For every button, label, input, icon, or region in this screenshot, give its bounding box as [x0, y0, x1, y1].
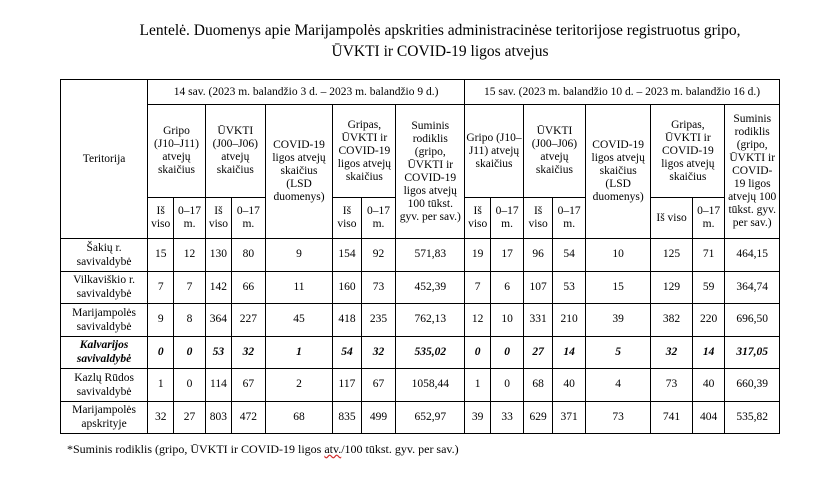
footnote-text-end: /100 tūkst. gyv. per sav.) — [341, 442, 459, 456]
table-row — [61, 336, 780, 369]
table-cell: 14 — [553, 336, 586, 369]
table-cell: 73 — [361, 271, 396, 304]
table-cell: 382 — [651, 304, 692, 337]
table-cell: 96 — [523, 239, 552, 272]
table-cell: 210 — [553, 304, 586, 337]
table-cell: 0 — [148, 336, 174, 369]
title-line-2: ŪVKTI ir COVID-19 ligos atvejus — [331, 43, 549, 60]
table-cell: 629 — [523, 401, 552, 434]
table-cell: 92 — [361, 239, 396, 272]
table-cell: 652,97 — [396, 401, 465, 434]
table-cell: 27 — [174, 401, 206, 434]
table-cell: 464,15 — [725, 239, 780, 272]
subheader-uvkti-w15-total: Iš viso — [523, 198, 552, 239]
table-cell: 160 — [333, 271, 361, 304]
title-line-1: Lentelė. Duomenys apie Marijampolės apskrities administracinėse teritorijose registruotus gripo, — [139, 22, 741, 39]
table-cell: 125 — [651, 239, 692, 272]
table-cell: 40 — [553, 369, 586, 402]
table-cell: 154 — [333, 239, 361, 272]
header-uvkti-w14: ŪVKTI (J00–J06) atvejų skaičius — [205, 105, 265, 198]
footnote-misspelled-word: atv. — [324, 442, 342, 456]
table-cell: 317,05 — [725, 336, 780, 369]
territory-name: Vilkaviškio r. savivaldybė — [61, 271, 148, 304]
table-cell: 32 — [651, 336, 692, 369]
table-cell: 73 — [651, 369, 692, 402]
subheader-uvkti-w14-total: Iš viso — [205, 198, 231, 239]
table-cell: 0 — [465, 336, 491, 369]
table-cell: 8 — [174, 304, 206, 337]
table-cell: 10 — [586, 239, 651, 272]
header-combined-w15: Gripas, ŪVKTI ir COVID-19 ligos atvejų skaičius — [651, 105, 725, 198]
table-row — [61, 401, 780, 434]
header-covid-w15: COVID-19 ligos atvejų skaičius (LSD duomenys) — [586, 105, 651, 239]
header-combined-w14: Gripas, ŪVKTI ir COVID-19 ligos atvejų skaičius — [333, 105, 396, 198]
table-cell: 9 — [265, 239, 333, 272]
table-cell: 54 — [553, 239, 586, 272]
subheader-flu-w14-age-0-17: 0–17 m. — [174, 198, 206, 239]
header-flu-w14: Gripo (J10–J11) atvejų skaičius — [148, 105, 206, 198]
table-cell: 32 — [148, 401, 174, 434]
table-cell: 364 — [205, 304, 231, 337]
table-cell: 142 — [205, 271, 231, 304]
table-cell: 66 — [231, 271, 265, 304]
table-cell: 803 — [205, 401, 231, 434]
table-cell: 9 — [148, 304, 174, 337]
table-cell: 0 — [174, 336, 206, 369]
table-cell: 1 — [265, 336, 333, 369]
table-cell: 404 — [692, 401, 725, 434]
table-cell: 114 — [205, 369, 231, 402]
table-cell: 835 — [333, 401, 361, 434]
territory-name: Kalvarijos savivaldybė — [61, 336, 148, 369]
table-cell: 130 — [205, 239, 231, 272]
table-cell: 117 — [333, 369, 361, 402]
table-cell: 235 — [361, 304, 396, 337]
table-cell: 68 — [265, 401, 333, 434]
subheader-combined-w15-total: Iš viso — [651, 198, 692, 239]
subheader-combined-w14-total: Iš viso — [333, 198, 361, 239]
territory-name: Šakių r. savivaldybė — [61, 239, 148, 272]
table-body — [61, 239, 780, 434]
table-cell: 45 — [265, 304, 333, 337]
subheader-combined-w14-age-0-17: 0–17 m. — [361, 198, 396, 239]
table-cell: 32 — [361, 336, 396, 369]
table-cell: 227 — [231, 304, 265, 337]
header-total-index-w14: Suminis rodiklis (gripo, ŪVKTI ir COVID-19 ligos atvejų 100 tūkst. gyv. per sav.) — [396, 105, 465, 239]
table-cell: 68 — [523, 369, 552, 402]
table-cell: 67 — [231, 369, 265, 402]
table-cell: 39 — [465, 401, 491, 434]
table-cell: 40 — [692, 369, 725, 402]
table-cell: 15 — [148, 239, 174, 272]
subheader-flu-w15-total: Iš viso — [465, 198, 491, 239]
table-cell: 53 — [553, 271, 586, 304]
table-cell: 10 — [491, 304, 524, 337]
table-cell: 452,39 — [396, 271, 465, 304]
table-cell: 4 — [586, 369, 651, 402]
table-cell: 0 — [174, 369, 206, 402]
header-territory: Teritorija — [61, 80, 148, 239]
table-cell: 12 — [465, 304, 491, 337]
table-cell: 535,82 — [725, 401, 780, 434]
table-cell: 129 — [651, 271, 692, 304]
table-cell: 107 — [523, 271, 552, 304]
table-cell: 14 — [692, 336, 725, 369]
table-cell: 220 — [692, 304, 725, 337]
table-cell: 1058,44 — [396, 369, 465, 402]
table-cell: 32 — [231, 336, 265, 369]
table-cell: 80 — [231, 239, 265, 272]
subheader-flu-w14-total: Iš viso — [148, 198, 174, 239]
table-cell: 12 — [174, 239, 206, 272]
table-cell: 27 — [523, 336, 552, 369]
table-cell: 33 — [491, 401, 524, 434]
territory-name: Kazlų Rūdos savivaldybė — [61, 369, 148, 402]
table-cell: 535,02 — [396, 336, 465, 369]
table-cell: 1 — [148, 369, 174, 402]
table-cell: 418 — [333, 304, 361, 337]
table-cell: 2 — [265, 369, 333, 402]
table-cell: 73 — [586, 401, 651, 434]
table-cell: 15 — [586, 271, 651, 304]
table-cell: 7 — [174, 271, 206, 304]
table-cell: 762,13 — [396, 304, 465, 337]
table-row — [61, 271, 780, 304]
header-covid-w14: COVID-19 ligos atvejų skaičius (LSD duomenys) — [265, 105, 333, 239]
territory-name: Marijampolės apskrityje — [61, 401, 148, 434]
subheader-uvkti-w15-age-0-17: 0–17 m. — [553, 198, 586, 239]
table-row — [61, 239, 780, 272]
table-cell: 67 — [361, 369, 396, 402]
table-cell: 364,74 — [725, 271, 780, 304]
table-cell: 17 — [491, 239, 524, 272]
header-uvkti-w15: ŪVKTI (J00–J06) atvejų skaičius — [523, 105, 585, 198]
table-row — [61, 304, 780, 337]
subheader-uvkti-w14-age-0-17: 0–17 m. — [231, 198, 265, 239]
table-title — [60, 20, 820, 62]
table-cell: 19 — [465, 239, 491, 272]
table-cell: 6 — [491, 271, 524, 304]
table-cell: 7 — [148, 271, 174, 304]
statistics-table — [60, 79, 780, 434]
header-flu-w15: Gripo (J10–J11) atvejų skaičius — [465, 105, 524, 198]
table-cell: 11 — [265, 271, 333, 304]
header-total-index-w15: Suminis rodiklis (gripo, ŪVKTI ir COVID-19 ligos atvejų 100 tūkst. gyv. per sav.) — [725, 105, 780, 239]
table-row — [61, 369, 780, 402]
subheader-combined-w15-age-0-17: 0–17 m. — [692, 198, 725, 239]
table-cell: 371 — [553, 401, 586, 434]
footnote — [67, 442, 459, 457]
table-cell: 571,83 — [396, 239, 465, 272]
table-cell: 59 — [692, 271, 725, 304]
table-cell: 499 — [361, 401, 396, 434]
header-week-14: 14 sav. (2023 m. balandžio 3 d. – 2023 m. balandžio 9 d.) — [148, 80, 465, 105]
table-cell: 39 — [586, 304, 651, 337]
table-cell: 54 — [333, 336, 361, 369]
table-cell: 53 — [205, 336, 231, 369]
table-cell: 331 — [523, 304, 552, 337]
footnote-text: *Suminis rodiklis (gripo, ŪVKTI ir COVID-19 ligos — [67, 442, 325, 456]
table-cell: 660,39 — [725, 369, 780, 402]
table-cell: 5 — [586, 336, 651, 369]
table-cell: 7 — [465, 271, 491, 304]
table-cell: 696,50 — [725, 304, 780, 337]
table-cell: 741 — [651, 401, 692, 434]
table-cell: 0 — [491, 369, 524, 402]
subheader-flu-w15-age-0-17: 0–17 m. — [491, 198, 524, 239]
table-cell: 71 — [692, 239, 725, 272]
table-cell: 0 — [491, 336, 524, 369]
table-cell: 1 — [465, 369, 491, 402]
header-week-15: 15 sav. (2023 m. balandžio 10 d. – 2023 m. balandžio 16 d.) — [465, 80, 780, 105]
table-cell: 472 — [231, 401, 265, 434]
territory-name: Marijampolės savivaldybė — [61, 304, 148, 337]
